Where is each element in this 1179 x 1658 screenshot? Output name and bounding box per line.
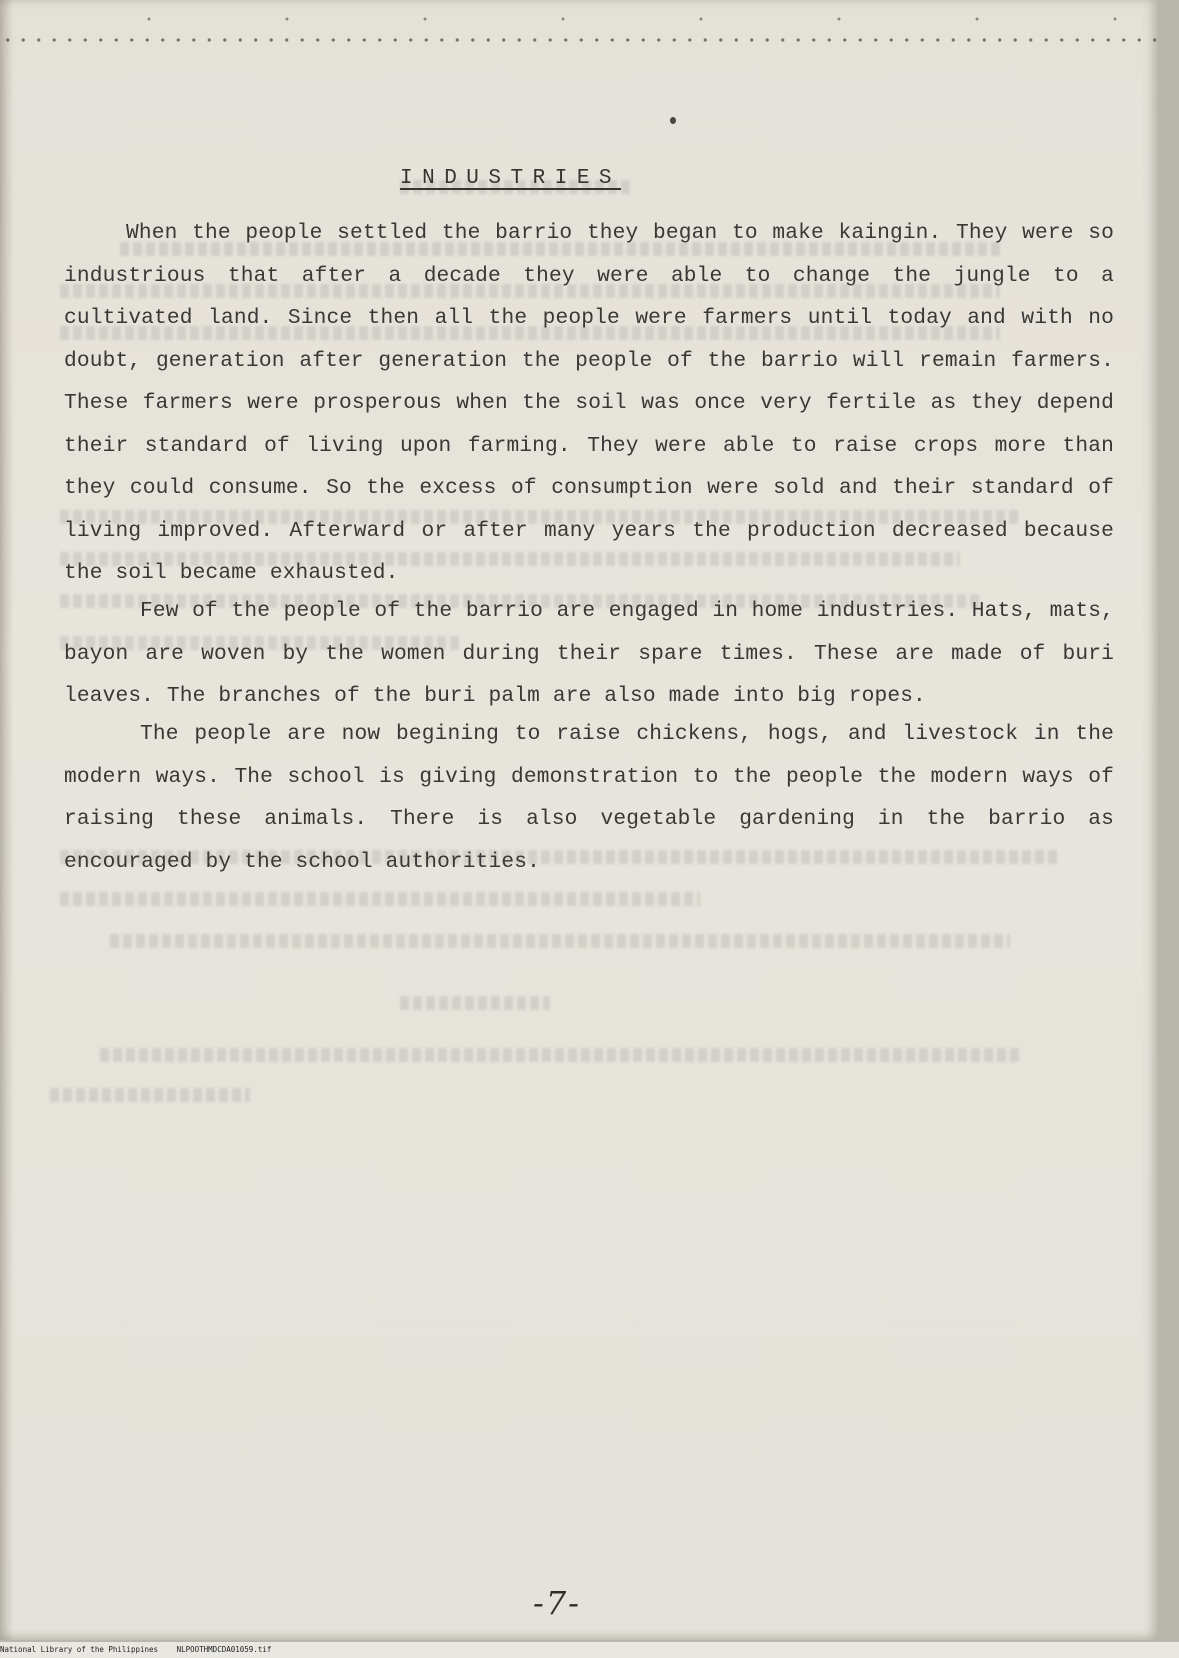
scan-footer [0, 1642, 1179, 1658]
page-number: -7- [533, 1584, 581, 1622]
paragraph-home-industries: Few of the people of the barrio are engaged in home industries. Hats, mats, bayon are woven by the women during their spare times. These are made of buri leaves. The branches of the buri palm are also made into big ropes. [64, 599, 1114, 708]
paragraph-farming: When the people settled the barrio they began to make kaingin. They were so industrious that after a decade they were able to change the jungle to a cultivated land. Since then all the people were farmers until today and with no doubt, generation after generation the people of the barrio will remain farmers. These farmers were prosperous when the soil was once very fertile as they depend their standard of living upon farming. They were able to raise crops more than they could consume. So the excess of consumption were sold and their standard of living improved. Afterward or after many years the production decreased because the soil became exhausted. [64, 221, 1114, 585]
footer-library-name: National Library of the Philippines [0, 1645, 159, 1654]
paragraph-livestock: The people are now begining to raise chickens, hogs, and livestock in the modern ways. The school is giving demonstration to the people the modern ways of raising these animals. There is also vegetable gardening in the barrio as encouraged by the school authorities. [64, 722, 1114, 874]
section-title: INDUSTRIES [400, 167, 622, 190]
footer-filename: NLPOOTHMDCDA01059.tif [176, 1645, 272, 1654]
